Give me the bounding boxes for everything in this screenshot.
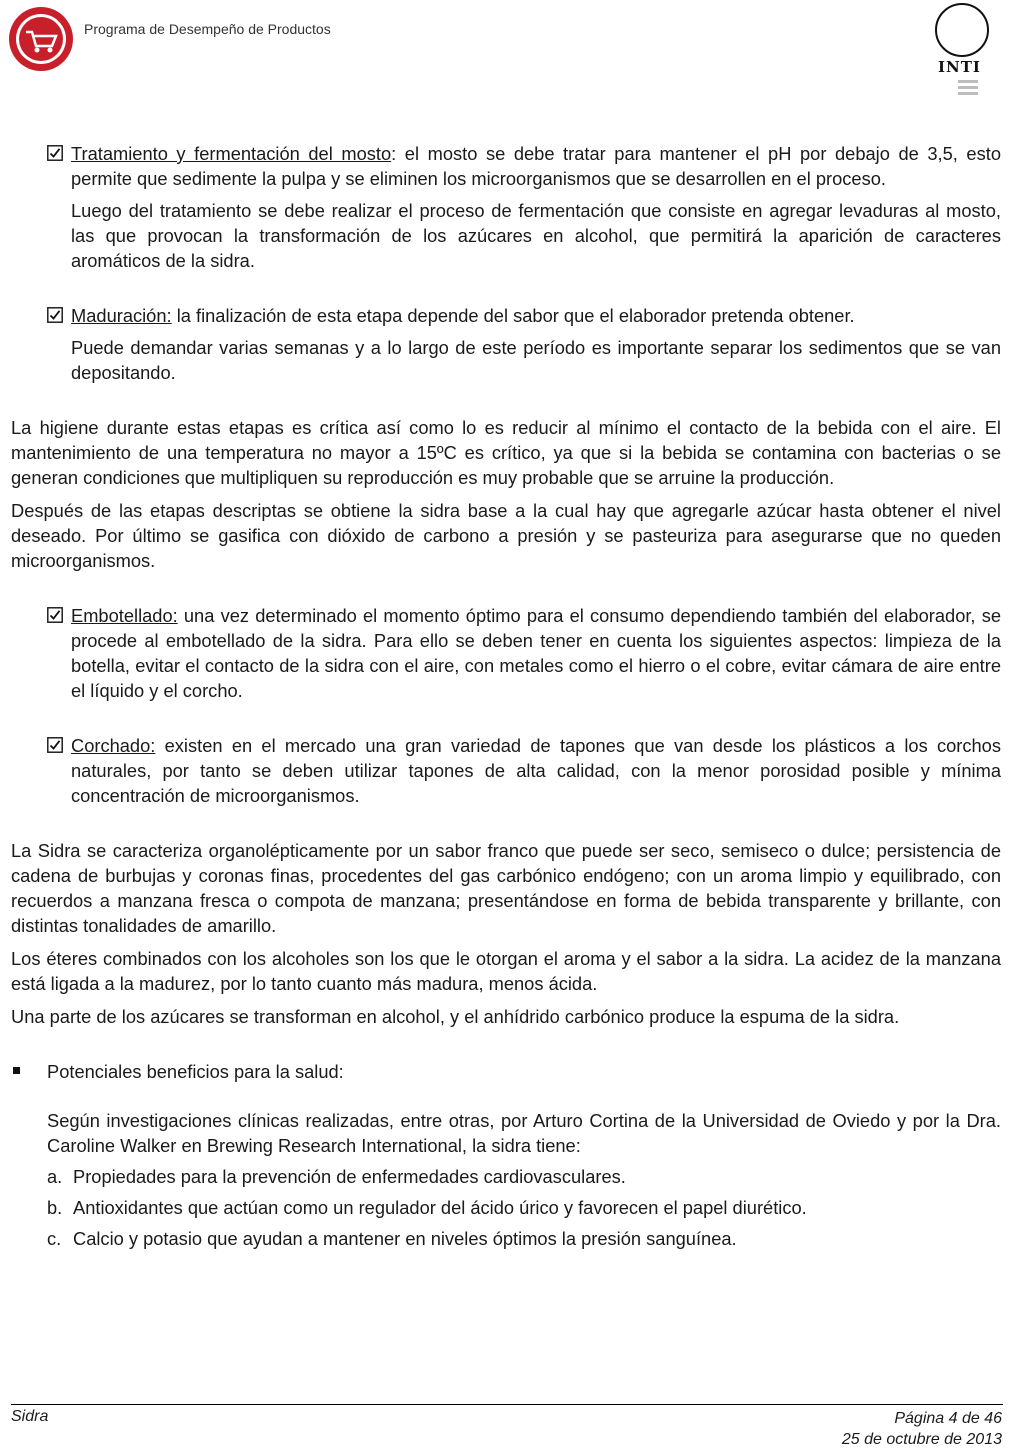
checkbox-checked-icon: [47, 145, 63, 161]
page-header: [0, 0, 1024, 110]
section-title: Tratamiento y fermentación del mosto: [71, 143, 392, 164]
benefits-heading: Potenciales beneficios para la salud:: [47, 1061, 344, 1082]
programa-desempeno-seal-icon: [6, 4, 76, 79]
section-text: : el mosto se debe tratar para mantener el pH por debajo de 3,5, esto permite que sedimente la pulpa y se eliminen los microorganismos que se desarrollen en el proceso.: [71, 143, 1001, 189]
section-text: la finalización de esta etapa depende del sabor que el elaborador pretenda obtener.: [171, 305, 855, 326]
header-program-title: Programa de Desempeño de Productos: [84, 21, 331, 37]
body-paragraph: La higiene durante estas etapas es crítica así como lo es reducir al mínimo el contacto de la bebida con el aire. El mantenimiento de una temperatura no mayor a 15ºC es crítico, ya que si la bebida se contamina con bacterias o se generan condiciones que multipliquen su reproducción es muy probable que se arruine la producción.: [11, 417, 1001, 488]
section-corchado-paragraph: [71, 733, 1001, 808]
inti-label: INTI: [938, 58, 981, 76]
section-corchado: [11, 733, 1001, 808]
benefit-item-text: Propiedades para la prevención de enfermedades cardiovasculares.: [73, 1166, 626, 1187]
benefit-item: [11, 1195, 1001, 1220]
section-title: Embotellado:: [71, 605, 178, 626]
section-embotellado-paragraph: [71, 603, 1001, 703]
footer-document-name: Sidra: [11, 1408, 49, 1425]
section-maduracion-paragraph-2: Puede demandar varias semanas y a lo largo de este período es importante separar los sedimentos que se van depositando.: [71, 337, 1001, 383]
section-title: Corchado:: [71, 735, 156, 756]
inti-decoration-bars: [958, 80, 978, 98]
section-title: Maduración:: [71, 305, 172, 326]
body-paragraph: La Sidra se caracteriza organolépticamente por un sabor franco que puede ser seco, semiseco o dulce; persistencia de cadena de burbujas y coronas finas, procedentes del gas carbónico endógeno; con un aroma limpio y equilibrado, con recuerdos a manzana fresca o compota de manzana; presentándose en forma de bebida transparente y brillante, con distintas tonalidades de amarillo.: [11, 840, 1001, 936]
section-tratamiento-paragraph-2: Luego del tratamiento se debe realizar el proceso de fermentación que consiste en agregar levaduras al mosto, las que provocan la transformación de los azúcares en alcohol, que permitirá la aparición de caracteres aromáticos de la sidra.: [71, 200, 1001, 271]
section-maduracion: [11, 303, 1001, 385]
benefits-bullet: [11, 1059, 1001, 1084]
bullet-square-icon: [13, 1067, 20, 1074]
section-tratamiento-paragraph: [71, 141, 1001, 191]
benefit-item: [11, 1164, 1001, 1189]
section-tratamiento: [11, 141, 1001, 273]
benefits-intro: Según investigaciones clínicas realizadas, entre otras, por Arturo Cortina de la Universidad de Oviedo y por la Dra. Caroline Walker en Brewing Research International, la sidra tiene:: [47, 1110, 1001, 1156]
footer-divider: [11, 1404, 1003, 1405]
footer-page-number: Página 4 de 46: [894, 1410, 1002, 1427]
benefit-item-text: Calcio y potasio que ayudan a mantener en niveles óptimos la presión sanguínea.: [73, 1228, 737, 1249]
benefit-item-label: c.: [47, 1228, 62, 1249]
section-text: una vez determinado el momento óptimo para el consumo dependiendo también del elaborador, se procede al embotellado de la sidra. Para ello se deben tener en cuenta los siguientes aspectos: limpieza de la botella, evitar el contacto de la sidra con el aire, con metales como el hierro o el cobre, evitar cámara de aire entre el líquido y el corcho.: [71, 605, 1001, 701]
section-text: existen en el mercado una gran variedad de tapones que van desde los plásticos a los corchos naturales, por tanto se deben utilizar tapones de alta calidad, con la menor porosidad posible y mínima concentración de microorganismos.: [71, 735, 1001, 806]
footer-date: 25 de octubre de 2013: [841, 1431, 1002, 1448]
checkbox-checked-icon: [47, 737, 63, 753]
benefit-item: [11, 1226, 1001, 1251]
checkbox-checked-icon: [47, 307, 63, 323]
benefit-item-label: b.: [47, 1197, 63, 1218]
inti-logo-icon: [932, 2, 992, 63]
body-paragraph: Una parte de los azúcares se transforman en alcohol, y el anhídrido carbónico produce la espuma de la sidra.: [11, 1006, 900, 1027]
body-paragraph: Después de las etapas descriptas se obtiene la sidra base a la cual hay que agregarle azúcar hasta obtener el nivel deseado. Por último se gasifica con dióxido de carbono a presión y se pasteuriza para asegurarse que no queden microorganismos.: [11, 500, 1001, 571]
section-maduracion-paragraph: [71, 303, 1001, 328]
section-embotellado: [11, 603, 1001, 703]
body-paragraph: Los éteres combinados con los alcoholes son los que le otorgan el aroma y el sabor a la sidra. La acidez de la manzana está ligada a la madurez, por lo tanto cuanto más madura, menos ácida.: [11, 948, 1001, 994]
benefit-item-text: Antioxidantes que actúan como un regulador del ácido úrico y favorecen el papel diurético.: [73, 1197, 807, 1218]
benefit-item-label: a.: [47, 1166, 63, 1187]
document-body: [11, 141, 1001, 1251]
benefits-intro-block: [11, 1108, 1001, 1158]
checkbox-checked-icon: [47, 607, 63, 623]
